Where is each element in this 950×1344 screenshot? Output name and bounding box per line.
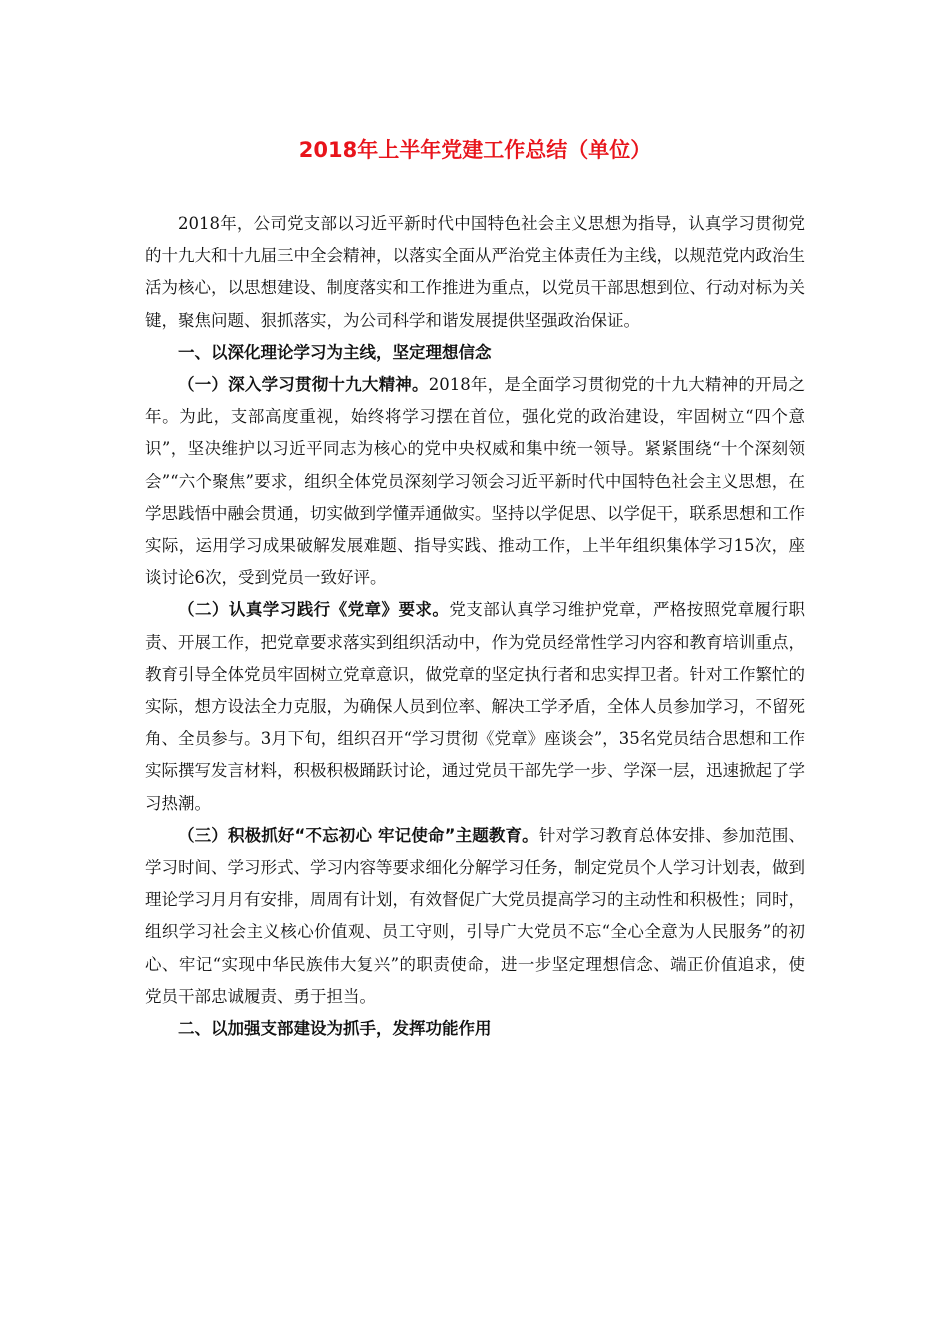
section-1-item-3-lead: （三）积极抓好“不忘初心 牢记使命”主题教育。 [178,825,539,845]
section-1-item-3-text: 针对学习教育总体安排、参加范围、学习时间、学习形式、学习内容等要求细化分解学习任务，制定党员个人学习计划表，做到理论学习月月有安排，周周有计划，有效督促广大党员提高学习的主动性和积极性；同时，组织学习社会主义核心价值观、员工守则，引导广大党员不忘“全心全意为人民服务”的初心、牢记“实现中华民族伟大复兴”的职责使命，进一步坚定理想信念、端正价值追求，使党员干部忠诚履责、勇于担当。 [145,825,806,1006]
section-1-item-3 [145,820,805,1013]
document-body [145,208,805,1045]
section-1-item-2-lead: （二）认真学习践行《党章》要求。 [178,600,450,620]
section-1-heading: 一、以深化理论学习为主线，坚定理想信念 [178,342,492,362]
section-1-item-1-lead: （一）深入学习贯彻十九大精神。 [178,375,429,395]
intro-paragraph: 2018年，公司党支部以习近平新时代中国特色社会主义思想为指导，认真学习贯彻党的十九大和十九届三中全会精神，以落实全面从严治党主体责任为主线，以规范党内政治生活为核心，以思想建设、制度落实和工作推进为重点，以党员干部思想到位、行动对标为关键，聚焦问题、狠抓落实，为公司科学和谐发展提供坚强政治保证。 [145,214,805,330]
section-2-heading: 二、以加强支部建设为抓手，发挥功能作用 [178,1019,492,1039]
section-1-item-1-text: 2018年，是全面学习贯彻党的十九大精神的开局之年。为此，支部高度重视，始终将学习摆在首位，强化党的政治建设，牢固树立“四个意识”，坚决维护以习近平同志为核心的党中央权威和集中统一领导。紧紧围绕“十个深刻领会”“六个聚焦”要求，组织全体党员深刻学习领会习近平新时代中国特色社会主义思想，在学思践悟中融会贯通，切实做到学懂弄通做实。坚持以学促思、以学促干，联系思想和工作实际，运用学习成果破解发展难题、指导实践、推动工作，上半年组织集体学习15次，座谈讨论6次，受到党员一致好评。 [145,375,805,588]
section-1-item-2 [145,594,805,819]
section-1-item-1 [145,369,805,594]
section-1-item-2-text: 党支部认真学习维护党章，严格按照党章履行职责、开展工作，把党章要求落实到组织活动中，作为党员经常性学习内容和教育培训重点，教育引导全体党员牢固树立党章意识，做党章的坚定执行者和忠实捍卫者。针对工作繁忙的实际，想方设法全力克服，为确保人员到位率、解决工学矛盾，全体人员参加学习，不留死角、全员参与。3月下旬，组织召开“学习贯彻《党章》座谈会”，35名党员结合思想和工作实际撰写发言材料，积极积极踊跃讨论，通过党员干部先学一步、学深一层，迅速掀起了学习热潮。 [145,600,806,813]
document-title: 2018年上半年党建工作总结（单位） [298,138,652,162]
